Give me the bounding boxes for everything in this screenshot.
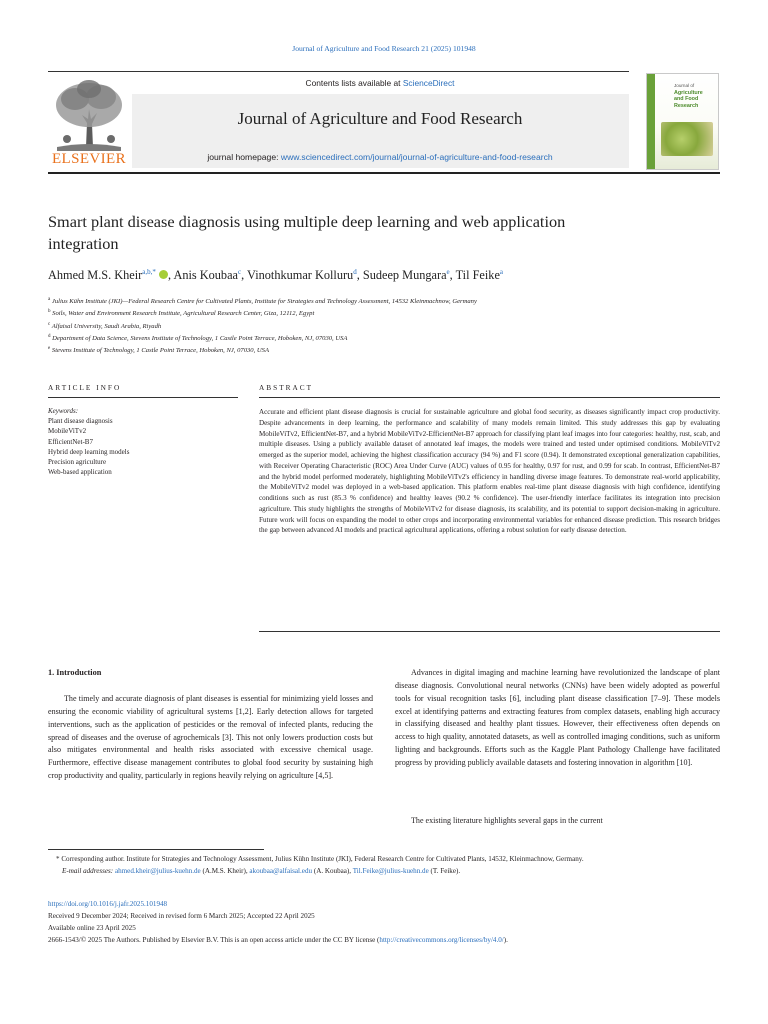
license-line <box>48 935 738 947</box>
email-addresses <box>48 865 720 877</box>
article-metadata <box>48 899 738 947</box>
affiliation-key: a <box>48 297 51 302</box>
keyword: Hybrid deep learning models <box>48 447 130 456</box>
affiliation-text: Julius Kühn Institute (JKI)—Federal Research Centre for Cultivated Plants, Institute for Strategies and Technology Assessment, 14532 Kleinmachnow, Germany <box>51 298 477 306</box>
intro-paragraph-right-2: The existing literature highlights several gaps in the current <box>411 816 603 825</box>
affiliation-key: c <box>48 321 51 327</box>
footnotes <box>48 853 720 878</box>
affiliation-key: b <box>48 309 51 315</box>
license-text: 2666-1543/© 2025 The Authors. Published by Elsevier B.V. This is an open access article under the CC BY license ( <box>48 935 380 944</box>
journal-title: Journal of Agriculture and Food Research <box>237 109 523 128</box>
journal-cover-thumbnail[interactable] <box>646 73 719 170</box>
cover-line-3: and Food <box>674 96 699 103</box>
header-bottom-rule <box>48 172 720 174</box>
affiliation-text: Soils, Water and Environment Research Institute, Agricultural Research Center, Giza, 12112, Egypt <box>52 310 315 318</box>
abstract-bottom-rule <box>259 631 720 632</box>
sciencedirect-link[interactable]: ScienceDirect <box>402 78 455 88</box>
email-owner: (T. Feike). <box>430 867 461 876</box>
affiliation-key: d <box>48 333 51 339</box>
homepage-prefix: journal homepage: <box>207 152 281 162</box>
cover-spine <box>647 74 655 170</box>
license-suffix: ). <box>503 935 508 944</box>
email-link[interactable]: Til.Feike@julius-kuehn.de <box>352 867 429 876</box>
author-affiliation-marker[interactable]: c <box>238 268 242 276</box>
header-top-rule <box>48 71 629 72</box>
cover-title <box>674 83 703 109</box>
available-online: Available online 23 April 2025 <box>48 923 136 932</box>
contents-prefix: Contents lists available at <box>305 78 403 88</box>
affiliation-text: Alfaisal University, Saudi Arabia, Riyadh <box>51 322 162 330</box>
affiliation-item <box>48 320 728 332</box>
author-name: Anis Koubaa <box>173 268 238 283</box>
contents-line <box>140 78 620 88</box>
article-title: Smart plant disease diagnosis using multiple deep learning and web application integration <box>48 212 566 253</box>
affiliation-item <box>48 307 728 319</box>
affiliation-item <box>48 332 728 344</box>
email-label: E-mail addresses: <box>62 867 114 876</box>
cover-line-4: Research <box>674 102 699 109</box>
section-heading-introduction: 1. Introduction <box>48 668 102 677</box>
author-affiliation-marker[interactable]: a <box>499 268 504 276</box>
email-link[interactable]: akoubaa@alfaisal.edu <box>249 867 313 876</box>
author-name: Til Feike <box>455 268 500 283</box>
intro-paragraph-right-1: Advances in digital imaging and machine learning have revolutionized the landscape of plant disease diagnosis. Convolutional neural networks (CNNs) have been widely adopted as powerful tools for visual recognition tasks [6], including plant disease classification [7–9]. These models excel at identifying patterns and extracting features from complex datasets, enabling high accuracy in classifying diseased and healthy plant tissues. However, their effectiveness often depends on access to high quality, annotated datasets, as well as controlled imaging conditions, such as uniform lighting and backgrounds. Efforts such as the Kaggle Plant Pathology Challenge have facilitated progress by providing publicly available datasets and fostering innovation in algorithm [10]. <box>395 668 720 767</box>
article-info-rule <box>48 397 238 398</box>
author-list: Ahmed M.S. Kheir$^{a,b,*}$ , Anis Koubaa$^c$, Vinothkumar Kolluru$^d$, Sudeep Mungara$^e$, Til Feike$^a$ <box>48 268 504 283</box>
affiliation-text: Stevens Institute of Technology, 1 Castle Point Terrace, Hoboken, NJ, 07030, USA <box>51 347 269 355</box>
journal-homepage <box>140 152 620 162</box>
abstract-label: ABSTRACT <box>259 383 314 392</box>
orcid-icon[interactable] <box>159 270 168 279</box>
affiliations <box>48 295 728 356</box>
cover-line-1: Journal of <box>674 83 695 88</box>
keyword: EfficientNet-B7 <box>48 437 93 446</box>
cover-line-2: Agriculture <box>674 89 703 96</box>
corresponding-author-note: * Corresponding author. Institute for Strategies and Technology Assessment, Julius Kühn Institute (JKI), Federal Research Centre for Cultivated Plants, 14532, Kleinmachnow, Germany. <box>56 855 584 863</box>
article-info-label: ARTICLE INFO <box>48 383 122 392</box>
homepage-link[interactable]: www.sciencedirect.com/journal/journal-of-agriculture-and-food-research <box>280 152 553 162</box>
abstract-rule <box>259 397 720 398</box>
received-dates: Received 9 December 2024; Received in revised form 6 March 2025; Accepted 22 April 2025 <box>48 911 315 920</box>
cover-image <box>661 122 713 156</box>
keyword: Plant disease diagnosis <box>48 417 113 426</box>
running-header[interactable]: Journal of Agriculture and Food Research 21 (2025) 101948 <box>292 44 476 53</box>
keyword: MobileViTv2 <box>48 427 87 436</box>
affiliation-item <box>48 295 728 307</box>
intro-paragraph-left: The timely and accurate diagnosis of plant diseases is essential for minimizing yield losses and ensuring the economic viability of agricultural systems [1,2]. Early detection allows for targeted interventions, such as the application of pesticides or the removal of infected plants, reducing the spread of diseases and the overuse of agrochemicals [3]. This not only lowers production costs but also mitigates environmental and health risks associated with excessive chemical usage. Furthermore, effective disease management contributes to global food security by sustaining high crop productivity and quality, particularly in regions heavily relying on agriculture [4,5]. <box>48 694 373 781</box>
author-affiliation-marker[interactable]: e <box>446 268 450 276</box>
affiliation-key: e <box>48 346 51 352</box>
footnote-rule <box>48 849 264 850</box>
email-link[interactable]: ahmed.kheir@julius-kuehn.de <box>114 867 201 876</box>
affiliation-text: Department of Data Science, Stevens Institute of Technology, 1 Castle Point Terrace, Hoboken, NJ, 07030, USA <box>52 335 348 343</box>
author-affiliation-marker[interactable]: d <box>353 268 357 276</box>
keywords-heading: Keywords: <box>48 407 79 415</box>
license-link[interactable]: http://creativecommons.org/licenses/by/4.0/ <box>379 935 504 944</box>
author-name: Sudeep Mungara <box>362 268 447 283</box>
email-owner: (A.M.S. Kheir), <box>202 867 248 876</box>
keywords-block <box>48 406 228 477</box>
author-name: Vinothkumar Kolluru <box>247 268 354 283</box>
elsevier-wordmark: ELSEVIER <box>51 151 127 167</box>
abstract-text: Accurate and efficient plant disease diagnosis is crucial for sustainable agriculture and global food security, as diseases significantly impact crop productivity. Despite advancements in deep learning, the performance and scalability of many models remain limited. This study addresses this gap by evaluating MobileViTv2, EfficientNet-B7, and a hybrid MobileViTv2-EfficientNet-B7 approach for classifying plant leaf images into four categories: healthy, rust, scab, and multiple diseases. Using a publicly available dataset of annotated leaf images, the models were trained and tested under optimised conditions. MobileViTv2 emerged as the superior model, achieving the highest classification accuracy (94 %) and F1 score (0.94). It demonstrated exceptional generalization capabilities, with Receiver Operating Characteristic (ROC) Area Under Curve (AUC) values of 0.95 for healthy, 0.97 for rust, and 0.99 for scab. In contrast, EfficientNet-B7 and the hybrid model performed moderately, highlighting MobileViTv2's efficiency in handling diverse image features. To demonstrate real-world applicability, the MobileViTv2 model was deployed in a web-based application. This platform enables real-time plant disease diagnosis with high confidence, identifying conditions such as rust (85.3 % confidence) and healthy leaves (90.2 % confidence). The user-friendly interface facilitates its integration into precision agriculture. This study highlights the strengths of MobileViTv2 for disease diagnosis, its scalability, and its potential to support decision-making in agriculture. Future work will focus on expanding the model to other crops and incorporating environmental variables for enhanced disease prediction. This research bridges the gap between advanced AI models and practical agricultural applications, offering a robust solution for early disease detection. <box>259 408 720 535</box>
author-name: Ahmed M.S. Kheir <box>48 268 143 283</box>
keyword: Web-based application <box>48 468 112 477</box>
keyword: Precision agriculture <box>48 458 107 467</box>
author-affiliation-marker[interactable]: a,b,* <box>142 268 156 276</box>
email-owner: (A. Koubaa), <box>313 867 352 876</box>
doi-link[interactable]: https://doi.org/10.1016/j.jafr.2025.101948 <box>48 900 168 908</box>
affiliation-item <box>48 344 728 356</box>
